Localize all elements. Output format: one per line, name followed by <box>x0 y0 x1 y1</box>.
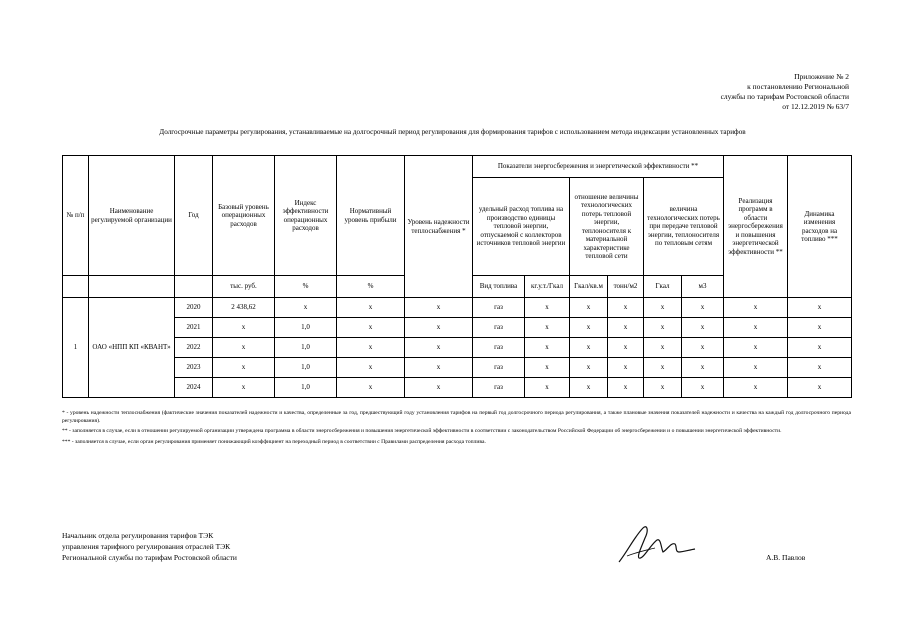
header-num: № п/п <box>63 156 89 276</box>
table-row <box>63 358 852 378</box>
signatory-name: А.В. Павлов <box>766 553 806 562</box>
cell-fuel: газ <box>473 298 525 318</box>
cell-profit: х <box>337 318 405 338</box>
cell-profit: х <box>337 378 405 398</box>
header-fuel: удельный расход топлива на производство единицы тепловой энергии, отпускаемой с коллекторов источников тепловой энергии <box>473 178 570 276</box>
cell-c2: х <box>570 338 608 358</box>
unit-fuel-kind: Вид топлива <box>473 276 525 298</box>
cell-reliability: х <box>405 298 473 318</box>
cell-c3: х <box>608 318 644 338</box>
cell-profit: х <box>337 358 405 378</box>
signatory-line-1: Начальник отдела регулирования тарифов ТЭК <box>62 531 214 540</box>
header-losses-ratio: отношение величины технологических потерь тепловой энергии, теплоносителя к материальной характеристике тепловой сети <box>570 178 644 276</box>
cell-c1: х <box>525 378 570 398</box>
cell-base: х <box>213 338 275 358</box>
cell-base: х <box>213 358 275 378</box>
cell-reliability: х <box>405 338 473 358</box>
cell-c7: х <box>788 358 852 378</box>
cell-c2: х <box>570 358 608 378</box>
unit-empty-year <box>175 276 213 298</box>
header-reliability: Уровень надежности теплоснабжения * <box>405 156 473 298</box>
header-profit: Нормативный уровень прибыли <box>337 156 405 276</box>
signatory-line-3: Региональной службы по тарифам Ростовской области <box>62 553 237 562</box>
cell-c5: х <box>682 298 724 318</box>
table-row <box>63 298 852 318</box>
cell-base: х <box>213 378 275 398</box>
cell-year: 2023 <box>175 358 213 378</box>
cell-c4: х <box>644 318 682 338</box>
footnotes <box>62 410 851 449</box>
unit-loss-2: м3 <box>682 276 724 298</box>
cell-profit: х <box>337 298 405 318</box>
cell-c4: х <box>644 378 682 398</box>
document-header <box>589 72 849 112</box>
cell-c2: х <box>570 298 608 318</box>
org-name: ОАО «НПП КП «КВАНТ» <box>89 298 175 398</box>
cell-c6: х <box>724 358 788 378</box>
cell-year: 2020 <box>175 298 213 318</box>
cell-c1: х <box>525 338 570 358</box>
cell-index: 1,0 <box>275 358 337 378</box>
cell-reliability: х <box>405 358 473 378</box>
signatory-line-2: управления тарифного регулирования отраслей ТЭК <box>62 542 231 551</box>
cell-year: 2021 <box>175 318 213 338</box>
unit-empty-num <box>63 276 89 298</box>
cell-base: 2 438,62 <box>213 298 275 318</box>
unit-profit: % <box>337 276 405 298</box>
table-row <box>63 338 852 358</box>
unit-loss-1: Гкал <box>644 276 682 298</box>
cell-c6: х <box>724 318 788 338</box>
row-num: 1 <box>63 298 89 398</box>
cell-fuel: газ <box>473 358 525 378</box>
cell-c1: х <box>525 298 570 318</box>
cell-c4: х <box>644 298 682 318</box>
cell-c4: х <box>644 338 682 358</box>
cell-c5: х <box>682 378 724 398</box>
header-line-1: Приложение № 2 <box>794 72 849 81</box>
cell-c3: х <box>608 378 644 398</box>
cell-c2: х <box>570 318 608 338</box>
header-base: Базовый уровень операционных расходов <box>213 156 275 276</box>
signatory-position <box>62 530 237 563</box>
cell-c7: х <box>788 318 852 338</box>
header-year: Год <box>175 156 213 276</box>
cell-index: 1,0 <box>275 338 337 358</box>
footnote-2: ** - заполняется в случае, если в отношении регулируемой организации утверждена программа в области энергосбережения и повышения энергетической эффективности в соответствии с законодательством Российской Федерации об энергосбережении и о повышении энергетической эффективности. <box>62 428 782 434</box>
unit-index: % <box>275 276 337 298</box>
footnote-3: *** - заполняется в случае, если орган регулирования применяет понижающий коэффициент на переходный период в соответствии с Правилами распределения расхода топлива. <box>62 438 486 445</box>
header-dynamics: Динамика изменения расходов на топливо *** <box>788 156 852 298</box>
header-energy-group: Показатели энергосбережения и энергетической эффективности ** <box>473 156 724 178</box>
cell-reliability: х <box>405 318 473 338</box>
cell-c3: х <box>608 358 644 378</box>
header-org: Наименование регулируемой организации <box>89 156 175 276</box>
cell-c6: х <box>724 338 788 358</box>
cell-c5: х <box>682 318 724 338</box>
header-program: Реализация программ в области энергосбережения и повышения энергетической эффективности ** <box>724 156 788 298</box>
cell-fuel: газ <box>473 378 525 398</box>
cell-index: 1,0 <box>275 318 337 338</box>
header-line-4: от 12.12.2019 № 63/7 <box>782 102 849 111</box>
cell-fuel: газ <box>473 318 525 338</box>
unit-fuel: кг.у.т./Гкал <box>525 276 570 298</box>
header-line-3: службы по тарифам Ростовской области <box>720 92 849 101</box>
cell-base: х <box>213 318 275 338</box>
cell-reliability: х <box>405 378 473 398</box>
cell-index: х <box>275 298 337 318</box>
parameters-table <box>62 155 852 398</box>
cell-c4: х <box>644 358 682 378</box>
handwritten-signature <box>613 522 698 570</box>
document-title: Долгосрочные параметры регулирования, устанавливаемые на долгосрочный период регулирования для формирования тарифов с использованием метода индексации установленных тарифов <box>159 128 746 136</box>
unit-ratio-2: тонн/м2 <box>608 276 644 298</box>
unit-base: тыс. руб. <box>213 276 275 298</box>
cell-year: 2022 <box>175 338 213 358</box>
cell-c6: х <box>724 378 788 398</box>
cell-c6: х <box>724 298 788 318</box>
table-row <box>63 378 852 398</box>
footnote-1: * - уровень надежности теплоснабжения (фактические значения показателей надежности и качества, определенные за год, предшествующий году установления тарифов на первый год долгосрочного периода регулирования, а также плановые значения показателей надежности и качества на каждый год долгосрочного периода регулирования). <box>62 410 851 424</box>
header-index: Индекс эффективности операционных расходов <box>275 156 337 276</box>
cell-c3: х <box>608 298 644 318</box>
cell-fuel: газ <box>473 338 525 358</box>
cell-c5: х <box>682 338 724 358</box>
unit-empty-org <box>89 276 175 298</box>
cell-c7: х <box>788 378 852 398</box>
header-losses: величина технологических потерь при передаче тепловой энергии, теплоносителя по тепловым сетям <box>644 178 724 276</box>
cell-c7: х <box>788 298 852 318</box>
table-row <box>63 318 852 338</box>
cell-c1: х <box>525 358 570 378</box>
cell-c2: х <box>570 378 608 398</box>
cell-index: 1,0 <box>275 378 337 398</box>
cell-c5: х <box>682 358 724 378</box>
cell-year: 2024 <box>175 378 213 398</box>
cell-profit: х <box>337 338 405 358</box>
cell-c3: х <box>608 338 644 358</box>
header-line-2: к постановлению Региональной <box>747 82 849 91</box>
cell-c1: х <box>525 318 570 338</box>
cell-c7: х <box>788 338 852 358</box>
unit-ratio-1: Гкал/кв.м <box>570 276 608 298</box>
